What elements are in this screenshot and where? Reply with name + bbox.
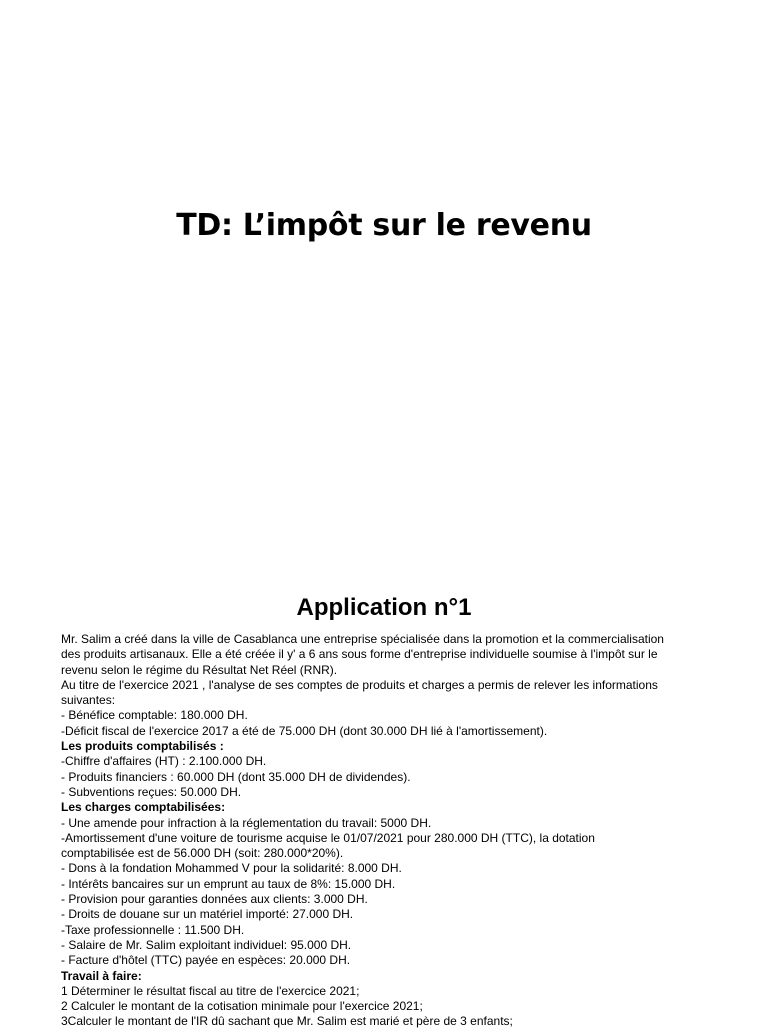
text-line: revenu selon le régime du Résultat Net Réel (RNR). [61,662,338,677]
text-line: suivantes: [61,693,116,708]
text-line: - Subventions reçues: 50.000 DH. [61,784,242,799]
application-slide [0,560,768,1029]
text-line: - Une amende pour infraction à la réglementation du travail: 5000 DH. [61,815,432,830]
section-heading: Travail à faire: [61,968,142,983]
section-heading: Les produits comptabilisés : [61,739,224,754]
text-line: - Dons à la fondation Mohammed V pour la solidarité: 8.000 DH. [61,861,402,876]
text-line: - Produits financiers : 60.000 DH (dont 35.000 DH de dividendes). [61,769,411,784]
text-line: -Taxe professionnelle : 11.500 DH. [61,922,245,937]
text-line: comptabilisée est de 56.000 DH (soit: 280.000*20%). [61,846,344,861]
text-line: Au titre de l'exercice 2021 , l'analyse de ses comptes de produits et charges a permis de relever les informations [61,677,658,692]
text-line: - Provision pour garanties données aux clients: 3.000 DH. [61,892,368,907]
text-line: 1 Déterminer le résultat fiscal au titre de l'exercice 2021; [61,983,360,998]
text-line: 2 Calculer le montant de la cotisation minimale pour l'exercice 2021; [61,999,423,1014]
text-line: Mr. Salim a créé dans la ville de Casablanca une entreprise spécialisée dans la promotion et la commercialisation [61,632,664,646]
text-line: - Bénéfice comptable: 180.000 DH. [61,708,248,723]
text-line: 3Calculer le montant de l'IR dû sachant que Mr. Salim est marié et père de 3 enfants; [61,1014,513,1029]
text-line: - Facture d'hôtel (TTC) payée en espèces: 20.000 DH. [61,953,351,968]
exercise-text [61,632,709,1030]
text-line: - Salaire de Mr. Salim exploitant individuel: 95.000 DH. [61,937,352,952]
text-line: -Chiffre d'affaires (HT) : 2.100.000 DH. [61,754,267,769]
title-slide-heading: TD: L’impôt sur le revenu [176,208,592,243]
text-line: - Intérêts bancaires sur un emprunt au taux de 8%: 15.000 DH. [61,876,396,891]
text-line: -Amortissement d'une voiture de tourisme acquise le 01/07/2021 pour 280.000 DH (TTC), la dotation [61,830,595,845]
text-line: des produits artisanaux. Elle a été créée il y' a 6 ans sous forme d'entreprise individuelle soumise à l'impôt sur le [61,647,658,662]
text-line: - Droits de douane sur un matériel importé: 27.000 DH. [61,907,354,922]
section-heading: Les charges comptabilisées: [61,800,226,815]
application-heading: Application n°1 [296,594,472,621]
text-line: -Déficit fiscal de l'exercice 2017 a été de 75.000 DH (dont 30.000 DH lié à l'amortissement). [61,723,548,738]
